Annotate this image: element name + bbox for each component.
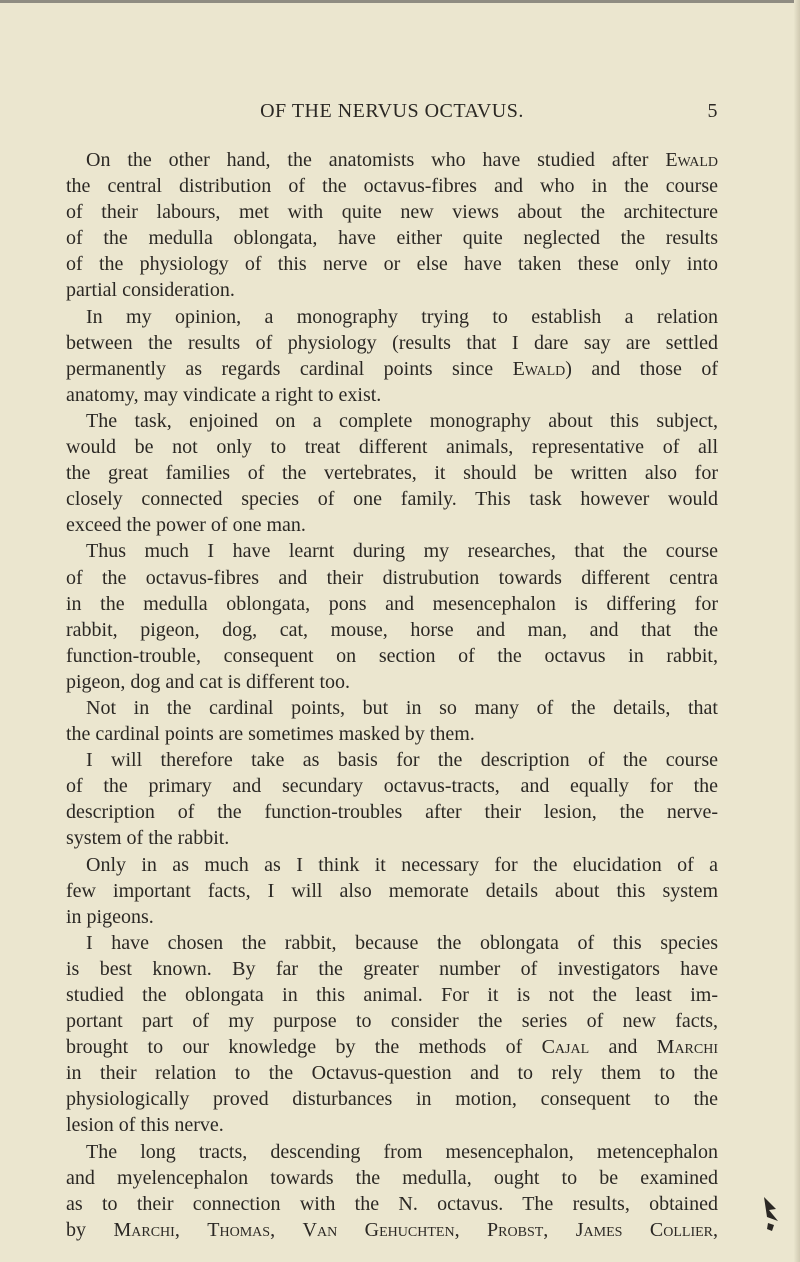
text-line: in pigeons. [66, 905, 154, 928]
text-line: by Marchi, Thomas, Van Gehuchten, Probst, James Collier, [66, 1218, 719, 1241]
text-line: the cardinal points are sometimes masked by them. [66, 723, 475, 746]
page-right-edge [794, 0, 800, 1262]
text-line: closely connected species of one family. This task however would [66, 488, 718, 511]
text-line: studied the oblongata in this animal. For it is not the least im- [66, 984, 718, 1006]
page-number: 5 [707, 100, 718, 122]
text-line: of the octavus-fibres and their distrubution towards different centra [66, 566, 718, 589]
text-line: Not in the cardinal points, but in so many of the details, that [86, 696, 718, 719]
text-line: rabbit, pigeon, dog, cat, mouse, horse and man, and that the [66, 618, 718, 641]
page-top-edge [0, 0, 800, 3]
text-line: portant part of my purpose to consider the series of new facts, [66, 1010, 718, 1033]
page-header [66, 94, 718, 134]
text-line: the great families of the vertebrates, it should be written also for [66, 462, 718, 485]
text-line: would be not only to treat different animals, representative of all [66, 436, 718, 459]
text-line: system of the rabbit. [66, 827, 230, 850]
text-line: physiologically proved disturbances in motion, consequent to the [66, 1088, 718, 1111]
text-line: The long tracts, descending from mesencephalon, metencephalon [86, 1140, 718, 1163]
text-line: exceed the power of one man. [66, 514, 306, 537]
text-line: of their labours, met with quite new views about the architecture [66, 201, 718, 224]
text-line: partial consideration. [66, 279, 235, 302]
text-line: On the other hand, the anatomists who have studied after Ewald [86, 149, 718, 171]
text-line: of the medulla oblongata, have either quite neglected the results [66, 227, 718, 250]
text-line: few important facts, I will also memorate details about this system [66, 879, 718, 902]
text-line: brought to our knowledge by the methods of Cajal and Marchi [66, 1036, 718, 1059]
text-line: Thus much I have learnt during my researches, that the course [86, 540, 718, 563]
text-line: lesion of this nerve. [66, 1114, 224, 1137]
text-line: anatomy, may vindicate a right to exist. [66, 383, 382, 406]
text-line: and myelencephalon towards the medulla, ought to be examined [66, 1166, 718, 1189]
printer-mark-icon [760, 1195, 782, 1233]
text-line: of the primary and secundary octavus-tracts, and equally for the [66, 775, 718, 798]
text-line: In my opinion, a monography trying to establish a relation [86, 305, 718, 328]
text-line: the central distribution of the octavus-fibres and who in the course [66, 175, 718, 198]
text-line: permanently as regards cardinal points since Ewald) and those of [66, 357, 718, 380]
text-line: pigeon, dog and cat is different too. [66, 670, 351, 693]
text-line: I have chosen the rabbit, because the oblongata of this species [86, 931, 718, 954]
text-line: The task, enjoined on a complete monography about this subject, [86, 409, 718, 432]
text-line: Only in as much as I think it necessary for the elucidation of a [86, 853, 718, 876]
text-line: description of the function-troubles after their lesion, the nerve- [66, 801, 718, 824]
text-line: in their relation to the Octavus-question and to rely them to the [66, 1062, 718, 1085]
text-line: is best known. By far the greater number of investigators have [66, 957, 718, 980]
text-line: I will therefore take as basis for the description of the course [86, 749, 718, 772]
running-head: OF THE NERVUS OCTAVUS. [260, 100, 524, 122]
text-line: in the medulla oblongata, pons and mesencephalon is differing for [66, 592, 718, 615]
text-line: as to their connection with the N. octavus. The results, obtained [66, 1192, 718, 1215]
text-line: between the results of physiology (results that I dare say are settled [66, 331, 718, 354]
body-text [66, 147, 718, 1243]
text-line: of the physiology of this nerve or else have taken these only into [66, 253, 718, 276]
text-line: function-trouble, consequent on section of the octavus in rabbit, [66, 644, 718, 667]
